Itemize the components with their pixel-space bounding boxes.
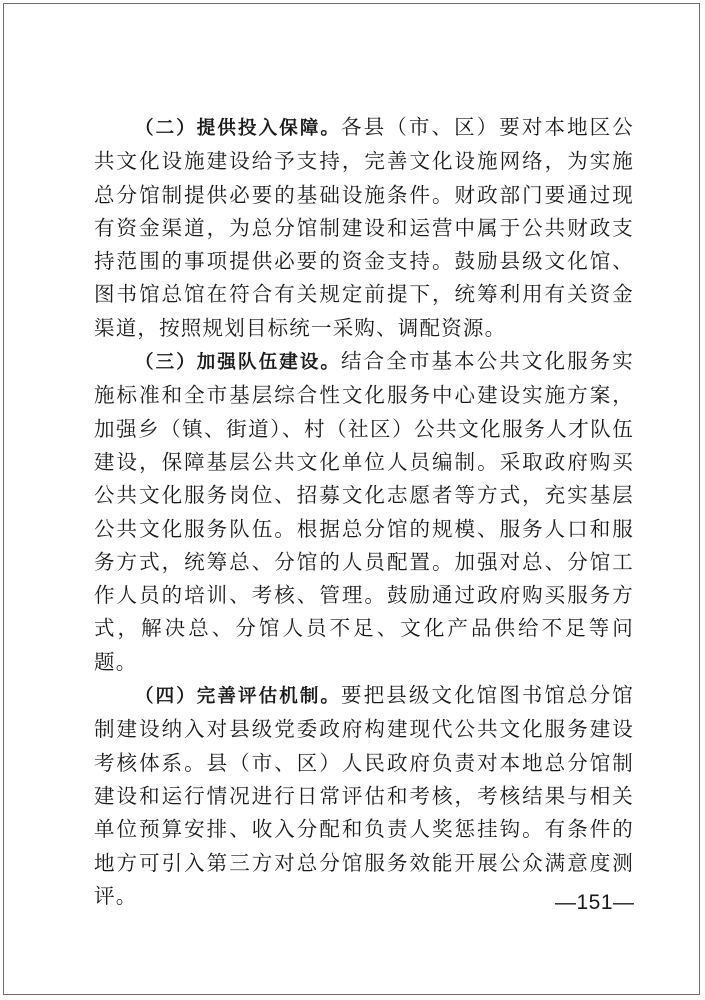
paragraph-funding-support [94, 111, 634, 345]
document-body [94, 111, 634, 913]
paragraph-staff-building [94, 345, 634, 679]
paragraph-text-staff: 结合全市基本公共文化服务实施标准和全市基层综合性文化服务中心建设实施方案，加强乡（镇、街道）、村（社区）公共文化服务人才队伍建设，保障基层公共文化单位人员编制。采取政府购买公共文化服务岗位、招募文化志愿者等方式，充实基层公共文化服务队伍。根据总分馆的规模、服务人口和服务方式，统筹总、分馆的人员配置。加强对总、分馆工作人员的培训、考核、管理。鼓励通过政府购买服务方式，解决总、分馆人员不足、文化产品供给不足等问题。 [94, 349, 634, 674]
paragraph-text-funding: 各县（市、区）要对本地区公共文化设施建设给予支持，完善文化设施网络，为实施总分馆制提供必要的基础设施条件。财政部门要通过现有资金渠道，为总分馆制建设和运营中属于公共财政支持范围的事项提供必要的资金支持。鼓励县级文化馆、图书馆总馆在符合有关规定前提下，统筹利用有关资金渠道，按照规划目标统一采购、调配资源。 [94, 115, 634, 340]
paragraph-text-evaluation: 要把县级文化馆图书馆总分馆制建设纳入对县级党委政府构建现代公共文化服务建设考核体系。县（市、区）人民政府负责对本地总分馆制建设和运行情况进行日常评估和考核，考核结果与相关单位预算安排、收入分配和负责人奖惩挂钩。有条件的地方可引入第三方对总分馆服务效能开展公众满意度测评。 [94, 683, 634, 908]
page-number: —151— [555, 891, 635, 914]
section-heading-staff: （三）加强队伍建设。 [135, 352, 342, 374]
paragraph-evaluation [94, 679, 634, 913]
section-heading-funding: （二）提供投入保障。 [135, 118, 342, 139]
section-heading-evaluation: （四）完善评估机制。 [135, 686, 342, 708]
